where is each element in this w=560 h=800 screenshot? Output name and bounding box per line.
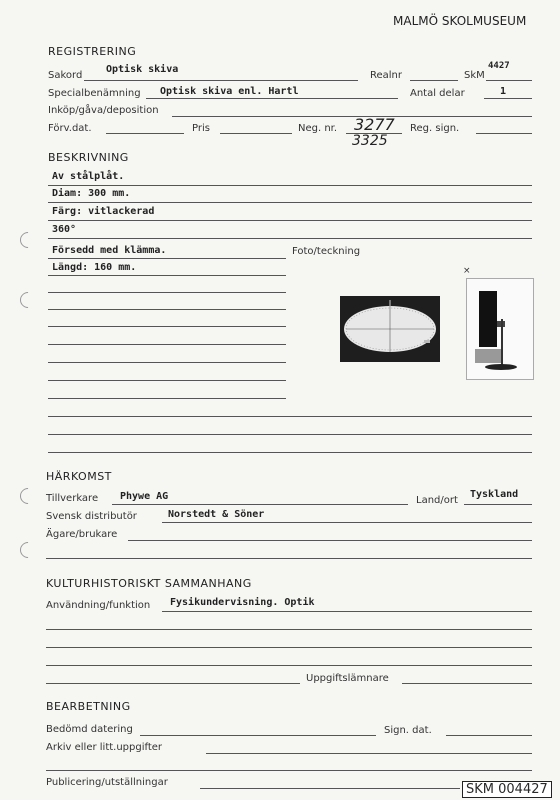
- land-line: [464, 504, 532, 505]
- rule: [46, 770, 532, 771]
- section-heading-harkomst: HÄRKOMST: [46, 470, 112, 483]
- rule: [46, 665, 532, 666]
- specialbenamning-label: Specialbenämning: [48, 88, 141, 99]
- rule: [48, 292, 286, 293]
- rule: [46, 683, 300, 684]
- distributor-line: [162, 522, 532, 523]
- section-heading-registrering: REGISTRERING: [48, 45, 137, 58]
- rule: [48, 238, 532, 239]
- forv-dat-label: Förv.dat.: [48, 123, 92, 134]
- uppgift-line: [402, 683, 532, 684]
- neg-nr-value-2: 3325: [352, 133, 388, 149]
- datering-label: Bedömd datering: [46, 724, 133, 735]
- punch-hole: [17, 539, 40, 562]
- rule: [46, 558, 532, 559]
- photo-disc-on-stand: [466, 278, 534, 380]
- publicering-line: [200, 788, 460, 789]
- rule: [48, 398, 286, 399]
- special-line: [146, 98, 398, 99]
- sign-line: [446, 735, 532, 736]
- rule: [48, 202, 532, 203]
- pris-line: [220, 133, 292, 134]
- tillverkare-line: [112, 504, 408, 505]
- punch-hole: [17, 229, 40, 252]
- x-mark: ×: [463, 266, 471, 276]
- land-ort-value: Tyskland: [470, 489, 519, 500]
- tillverkare-value: Phywe AG: [120, 491, 169, 502]
- regsign-line: [476, 133, 532, 134]
- antal-delar-value: 1: [500, 86, 507, 97]
- anvandning-line: [162, 611, 532, 612]
- reg-sign-label: Reg. sign.: [410, 123, 460, 134]
- inkop-line: [172, 116, 532, 117]
- disc-image: [340, 296, 440, 362]
- photo-optical-disc: [340, 296, 440, 362]
- rule: [48, 220, 532, 221]
- rule: [48, 275, 286, 276]
- rule: [48, 185, 532, 186]
- rule: [48, 258, 286, 259]
- rule: [48, 416, 532, 417]
- catalog-stamp: SKM 004427: [462, 781, 552, 798]
- specialbenamning-value: Optisk skiva enl. Hartl: [160, 86, 299, 97]
- tillverkare-label: Tillverkare: [46, 493, 99, 504]
- rule: [48, 434, 532, 435]
- sign-dat-label: Sign. dat.: [384, 725, 432, 736]
- stand-image: [467, 279, 533, 379]
- inkop-label: Inköp/gåva/deposition: [48, 105, 159, 116]
- section-heading-kultur: KULTURHISTORISKT SAMMANHANG: [46, 577, 252, 590]
- beskrivning-line-2: Diam: 300 mm.: [52, 188, 131, 199]
- sakord-value: Optisk skiva: [106, 64, 179, 75]
- skm-value: 4427: [488, 61, 510, 71]
- forv-line: [106, 133, 184, 134]
- neg-nr-label: Neg. nr.: [298, 123, 338, 134]
- arkiv-line: [206, 753, 532, 754]
- uppgiftslamnare-label: Uppgiftslämnare: [306, 673, 389, 684]
- museum-name: MALMÖ SKOLMUSEUM: [393, 14, 527, 28]
- antal-delar-label: Antal delar: [410, 88, 465, 99]
- distributor-value: Norstedt & Söner: [168, 509, 265, 520]
- agare-line: [128, 540, 532, 541]
- beskrivning-line-5: Försedd med klämma.: [52, 245, 167, 256]
- punch-hole: [17, 289, 40, 312]
- rule: [48, 452, 532, 453]
- beskrivning-line-6: Längd: 160 mm.: [52, 262, 137, 273]
- beskrivning-line-4: 360°: [52, 224, 77, 235]
- anvandning-value: Fysikundervisning. Optik: [170, 597, 315, 608]
- foto-label: Foto/teckning: [292, 246, 361, 257]
- antal-line: [484, 98, 532, 99]
- anvandning-label: Användning/funktion: [46, 600, 151, 611]
- rule: [46, 647, 532, 648]
- rule: [46, 629, 532, 630]
- neg-line: [346, 133, 402, 134]
- distributor-label: Svensk distributör: [46, 511, 137, 522]
- realnr-label: Realnr: [370, 70, 403, 81]
- realnr-line: [410, 80, 458, 81]
- punch-hole: [17, 485, 40, 508]
- agare-label: Ägare/brukare: [46, 529, 118, 540]
- beskrivning-line-1: Av stålplåt.: [52, 171, 125, 182]
- sakord-line: [84, 80, 358, 81]
- section-heading-beskrivning: BESKRIVNING: [48, 151, 129, 164]
- arkiv-label: Arkiv eller litt.uppgifter: [46, 742, 163, 753]
- skm-line: [486, 80, 532, 81]
- rule: [48, 326, 286, 327]
- rule: [48, 344, 286, 345]
- rule: [48, 380, 286, 381]
- sakord-label: Sakord: [48, 70, 83, 81]
- skm-label: SkM: [464, 70, 485, 81]
- beskrivning-line-3: Färg: vitlackerad: [52, 206, 155, 217]
- rule: [48, 309, 286, 310]
- publicering-label: Publicering/utställningar: [46, 777, 168, 788]
- datering-line: [140, 735, 376, 736]
- rule: [48, 362, 286, 363]
- neg-nr-value-1: 3277: [354, 115, 395, 134]
- pris-label: Pris: [192, 123, 210, 134]
- section-heading-bearbetning: BEARBETNING: [46, 700, 131, 713]
- land-ort-label: Land/ort: [416, 495, 458, 506]
